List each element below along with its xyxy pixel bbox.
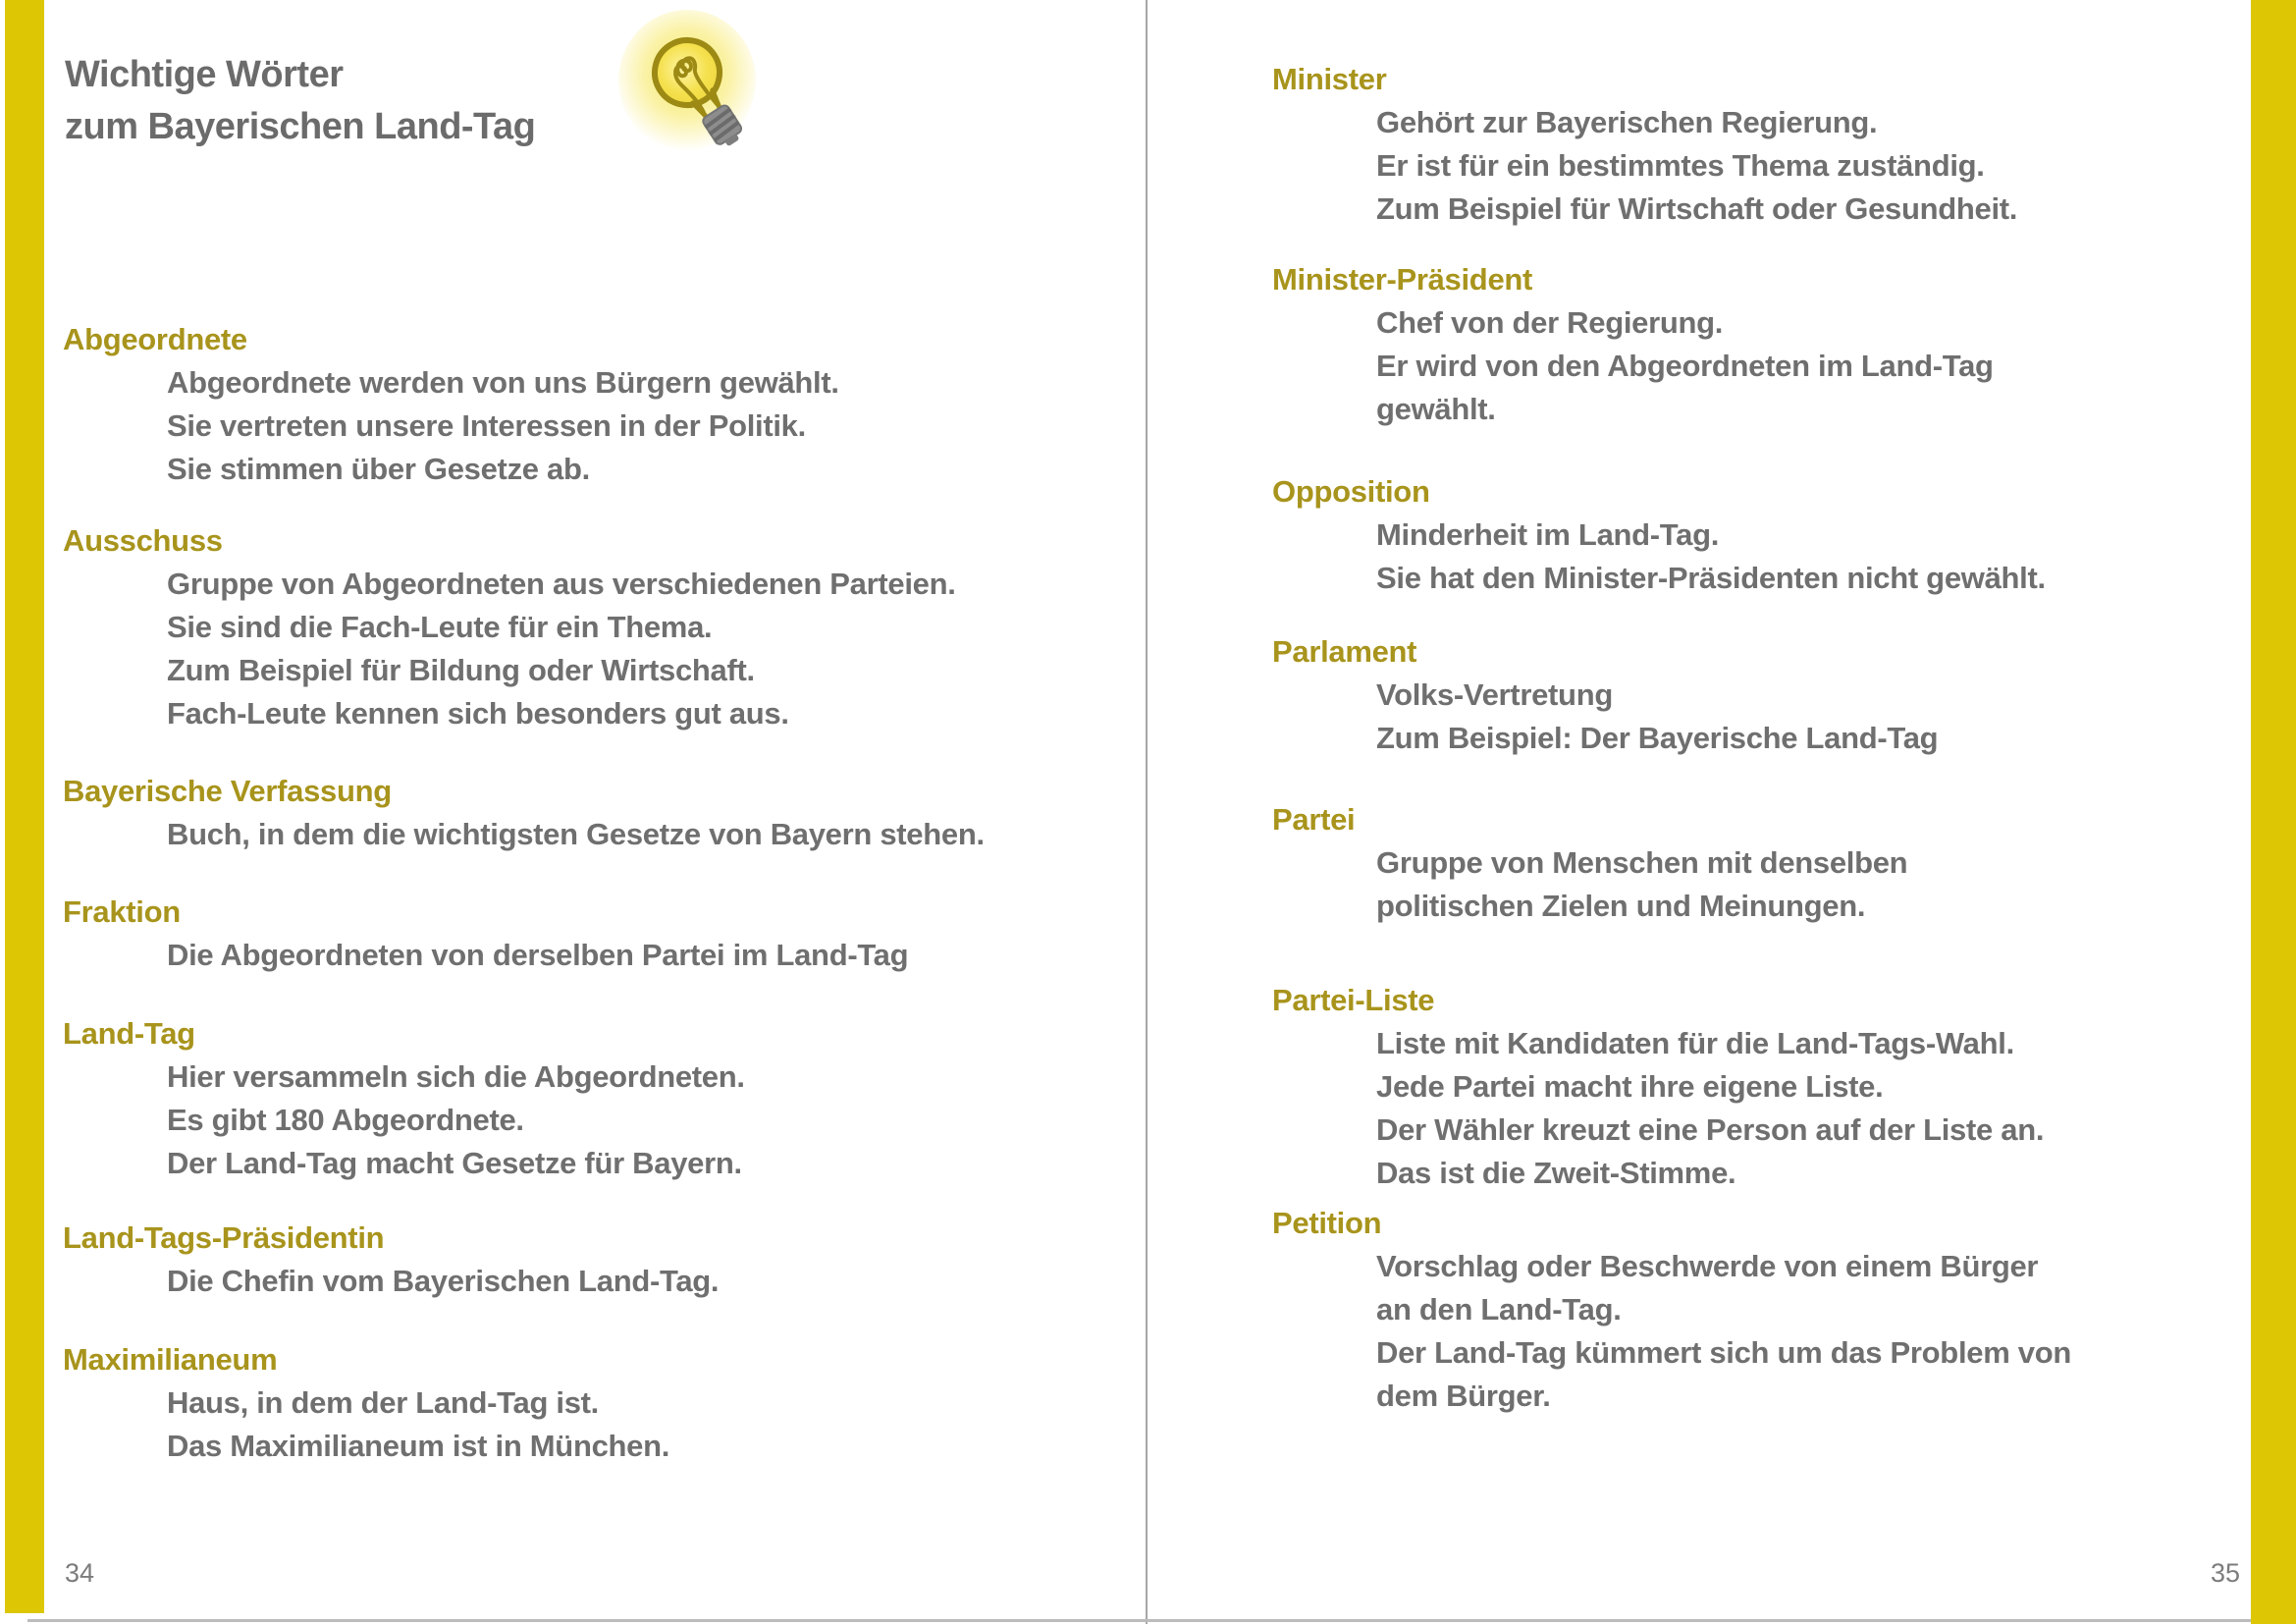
term-heading: Partei-Liste (1272, 983, 1435, 1017)
definition-line: Das ist die Zweit-Stimme. (1376, 1156, 1736, 1190)
term-heading: Land-Tag (63, 1016, 195, 1051)
page-number-left: 34 (65, 1558, 95, 1588)
definition-line: Liste mit Kandidaten für die Land-Tags-Wahl. (1376, 1026, 2014, 1060)
definition-line: Sie hat den Minister-Präsidenten nicht gewählt. (1376, 561, 2046, 595)
definition-line: Sie sind die Fach-Leute für ein Thema. (167, 610, 713, 644)
definition-line: Fach-Leute kennen sich besonders gut aus. (167, 696, 789, 731)
glossary-entry (1272, 58, 2296, 231)
definition-line: Zum Beispiel für Bildung oder Wirtschaft. (167, 653, 755, 687)
definition-line: politischen Zielen und Meinungen. (1376, 889, 1866, 923)
definition-line: Zum Beispiel: Der Bayerische Land-Tag (1376, 721, 1939, 755)
glossary-entry (63, 891, 1103, 977)
glossary-entry (63, 318, 1103, 491)
definition-line: Der Land-Tag macht Gesetze für Bayern. (167, 1146, 742, 1180)
page-number-right: 35 (2210, 1558, 2240, 1588)
definition-line: Minderheit im Land-Tag. (1376, 517, 1720, 552)
definition-line: Die Abgeordneten von derselben Partei im Land-Tag (167, 938, 909, 972)
document-title (65, 49, 535, 153)
definition-line: gewählt. (1376, 392, 1496, 426)
lightbulb-icon (616, 10, 760, 202)
definition-line: Hier versammeln sich die Abgeordneten. (167, 1059, 745, 1094)
definition-line: an den Land-Tag. (1376, 1292, 1622, 1326)
term-heading: Parlament (1272, 634, 1417, 669)
definition-line: Vorschlag oder Beschwerde von einem Bürger (1376, 1249, 2039, 1283)
glossary-entry (1272, 258, 2296, 431)
glossary-entry (1272, 979, 2296, 1195)
definition-line: Das Maximilianeum ist in München. (167, 1429, 670, 1463)
bottom-edge-line (27, 1619, 2251, 1622)
term-heading: Bayerische Verfassung (63, 774, 392, 808)
term-heading: Opposition (1272, 474, 1430, 509)
term-heading: Petition (1272, 1206, 1382, 1240)
definition-line: Volks-Vertretung (1376, 677, 1613, 712)
definition-line: Sie vertreten unsere Interessen in der Politik. (167, 408, 806, 443)
definition-line: Chef von der Regierung. (1376, 305, 1724, 340)
term-heading: Fraktion (63, 894, 181, 929)
term-heading: Land-Tags-Präsidentin (63, 1220, 385, 1255)
glossary-entry (1272, 798, 2296, 928)
glossary-entry (1272, 630, 2296, 760)
definition-line: Abgeordnete werden von uns Bürgern gewählt. (167, 365, 839, 400)
definition-line: Gruppe von Abgeordneten aus verschiedenen Parteien. (167, 567, 956, 601)
definition-line: Die Chefin vom Bayerischen Land-Tag. (167, 1264, 720, 1298)
term-heading: Minister-Präsident (1272, 262, 1533, 297)
glossary-entry (1272, 470, 2296, 600)
definition-line: Zum Beispiel für Wirtschaft oder Gesundheit. (1376, 191, 2018, 226)
left-accent-bar (5, 0, 44, 1613)
definition-line: Buch, in dem die wichtigsten Gesetze von Bayern stehen. (167, 817, 985, 851)
term-heading: Maximilianeum (63, 1342, 278, 1377)
term-heading: Ausschuss (63, 523, 223, 558)
glossary-entry (63, 1012, 1103, 1185)
definition-line: Es gibt 180 Abgeordnete. (167, 1103, 524, 1137)
definition-line: Sie stimmen über Gesetze ab. (167, 452, 590, 486)
document-title-line1: Wichtige Wörter (65, 54, 344, 95)
glossary-entry (63, 519, 1103, 735)
definition-line: Der Land-Tag kümmert sich um das Problem von (1376, 1335, 2071, 1370)
definition-line: Er wird von den Abgeordneten im Land-Tag (1376, 349, 1994, 383)
document-title-line2: zum Bayerischen Land-Tag (65, 106, 536, 147)
term-heading: Partei (1272, 802, 1356, 837)
term-heading: Minister (1272, 62, 1387, 96)
glossary-entry (63, 1338, 1103, 1468)
definition-line: dem Bürger. (1376, 1379, 1551, 1413)
definition-line: Gehört zur Bayerischen Regierung. (1376, 105, 1878, 139)
definition-line: Gruppe von Menschen mit denselben (1376, 845, 1908, 880)
definition-line: Der Wähler kreuzt eine Person auf der Liste an. (1376, 1112, 2045, 1147)
glossary-entry (63, 1217, 1103, 1303)
definition-line: Haus, in dem der Land-Tag ist. (167, 1385, 599, 1420)
definition-line: Jede Partei macht ihre eigene Liste. (1376, 1069, 1884, 1104)
glossary-entry (63, 770, 1103, 856)
term-heading: Abgeordnete (63, 322, 247, 356)
glossary-entry (1272, 1202, 2296, 1418)
definition-line: Er ist für ein bestimmtes Thema zuständig. (1376, 148, 1985, 183)
page-divider (1146, 0, 1148, 1624)
